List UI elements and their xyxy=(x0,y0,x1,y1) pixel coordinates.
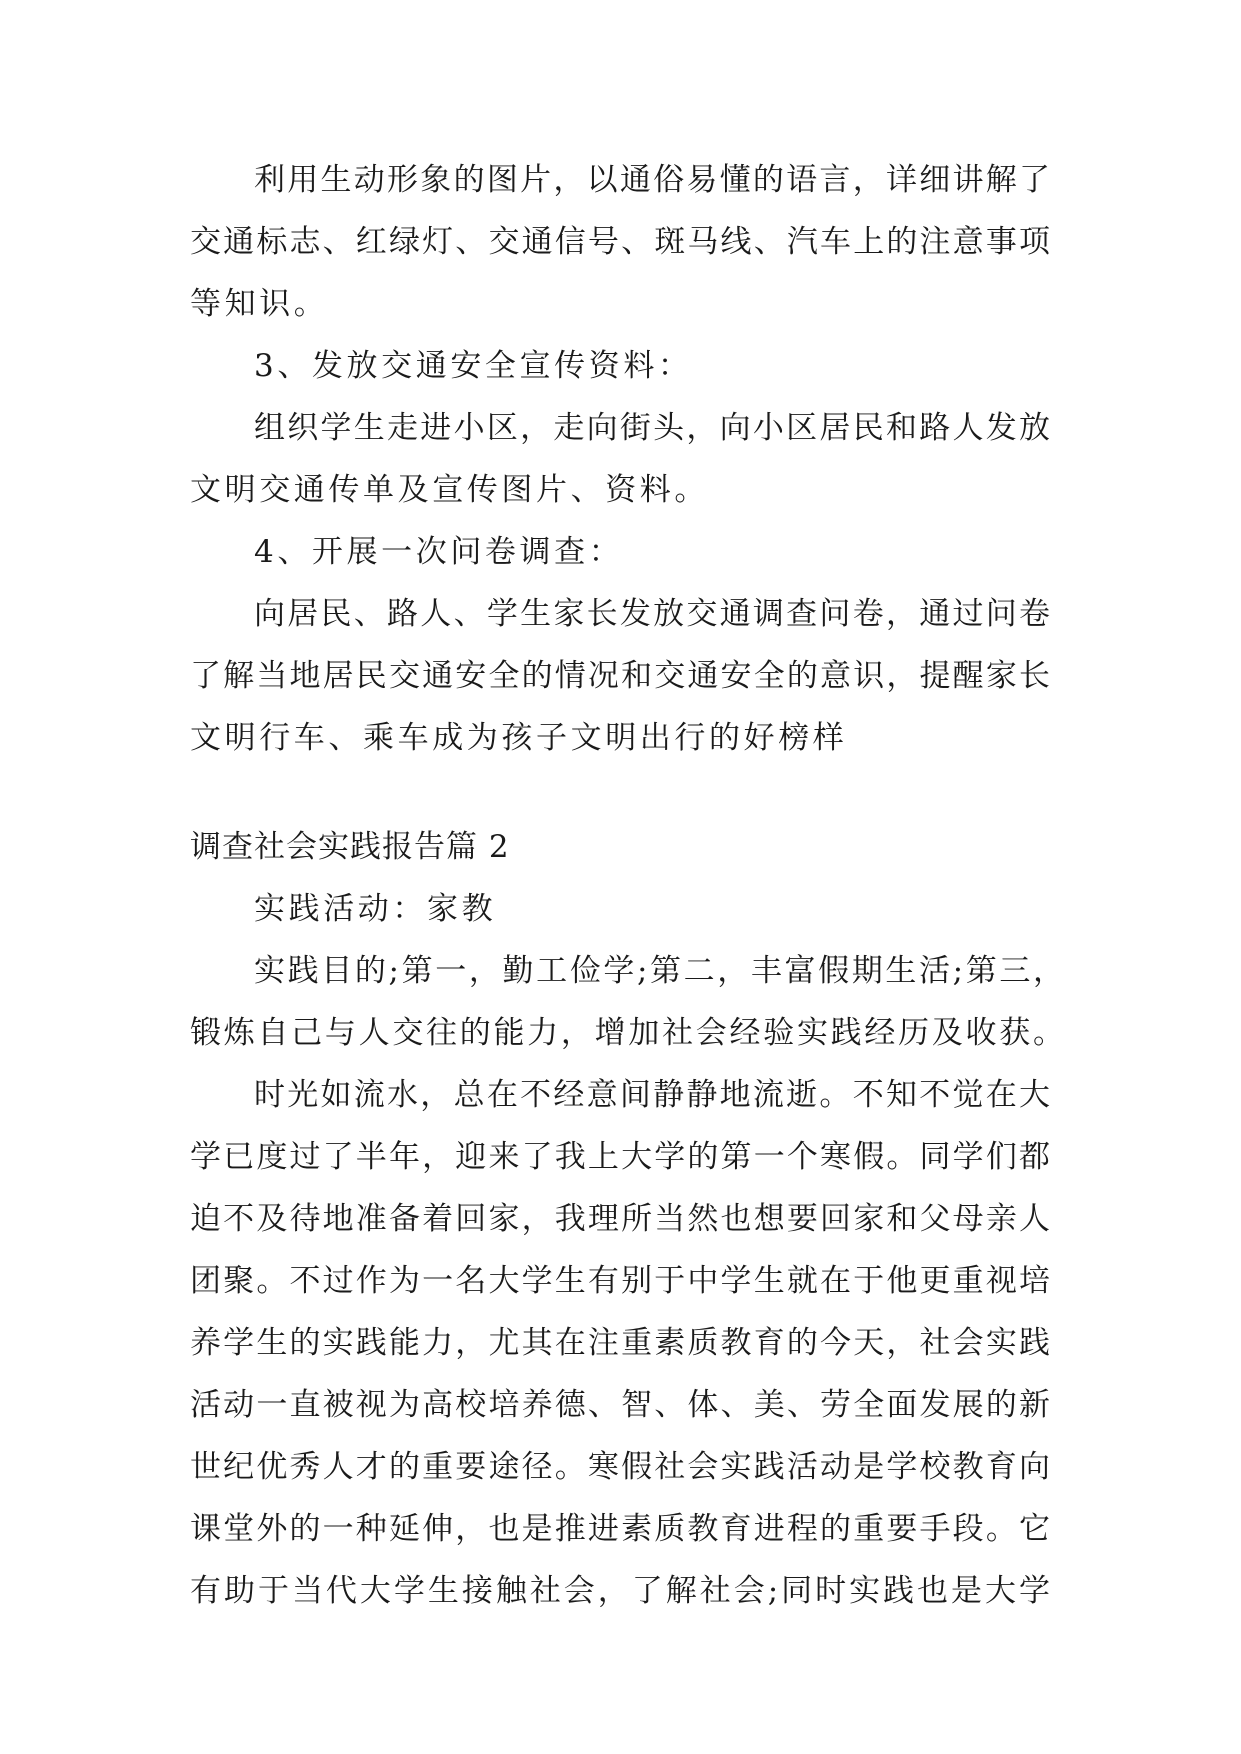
paragraph-line: 有助于当代大学生接触社会，了解社会;同时实践也是大学 xyxy=(190,1573,1050,1609)
paragraph-line: 迫不及待地准备着回家，我理所当然也想要回家和父母亲人 xyxy=(190,1201,1050,1237)
paragraph-line: 锻炼自己与人交往的能力，增加社会经验实践经历及收获。 xyxy=(190,1015,1064,1051)
paragraph-line: 实践目的;第一，勤工俭学;第二，丰富假期生活;第三， xyxy=(254,953,1064,989)
section-heading: 调查社会实践报告篇 2 xyxy=(190,829,510,865)
paragraph-line: 文明交通传单及宣传图片、资料。 xyxy=(190,472,709,508)
paragraph-line: 课堂外的一种延伸，也是推进素质教育进程的重要手段。它 xyxy=(190,1511,1050,1547)
paragraph-line: 团聚。不过作为一名大学生有别于中学生就在于他更重视培 xyxy=(190,1263,1050,1299)
paragraph-line: 文明行车、乘车成为孩子文明出行的好榜样 xyxy=(190,720,848,756)
paragraph-line: 利用生动形象的图片，以通俗易懂的语言，详细讲解了 xyxy=(254,162,1050,198)
paragraph-line: 组织学生走进小区，走向街头，向小区居民和路人发放 xyxy=(254,410,1050,446)
list-item-title: 3、发放交通安全宣传资料： xyxy=(254,348,693,384)
list-item-title: 4、开展一次问卷调查： xyxy=(254,534,624,570)
paragraph-line: 了解当地居民交通安全的情况和交通安全的意识，提醒家长 xyxy=(190,658,1050,694)
paragraph-line: 世纪优秀人才的重要途径。寒假社会实践活动是学校教育向 xyxy=(190,1449,1050,1485)
paragraph-line: 学已度过了半年，迎来了我上大学的第一个寒假。同学们都 xyxy=(190,1139,1050,1175)
paragraph-line: 养学生的实践能力，尤其在注重素质教育的今天，社会实践 xyxy=(190,1325,1050,1361)
paragraph-line: 时光如流水，总在不经意间静静地流逝。不知不觉在大 xyxy=(254,1077,1050,1113)
paragraph-line: 活动一直被视为高校培养德、智、体、美、劳全面发展的新 xyxy=(190,1387,1050,1423)
paragraph-line: 等知识。 xyxy=(190,286,329,322)
activity-line: 实践活动：家教 xyxy=(254,891,497,927)
paragraph-line: 交通标志、红绿灯、交通信号、斑马线、汽车上的注意事项 xyxy=(190,224,1050,260)
paragraph-line: 向居民、路人、学生家长发放交通调查问卷，通过问卷 xyxy=(254,596,1050,632)
